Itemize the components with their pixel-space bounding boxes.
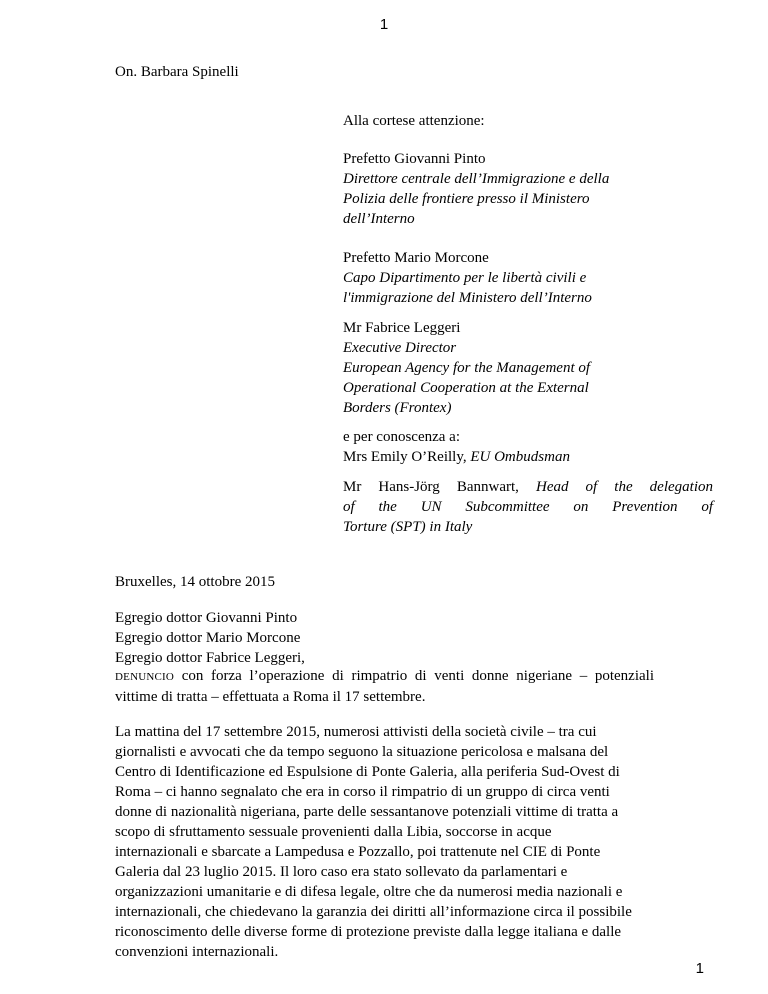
body-line: La mattina del 17 settembre 2015, numerosi attivisti della società civile – tra cui <box>115 724 597 740</box>
recipient-role-line: Executive Director <box>343 340 457 356</box>
cc-block <box>343 427 713 467</box>
attention-label: Alla cortese attenzione: <box>343 113 485 129</box>
page-number-top: 1 <box>379 16 389 33</box>
page-number-bottom: 1 <box>695 960 704 977</box>
denuncio-rest: con forza l’operazione di rimpatrio di venti donne nigeriane – potenziali <box>174 668 654 684</box>
denuncio-line: vittime di tratta – effettuata a Roma il 17 settembre. <box>115 689 426 705</box>
place-date: Bruxelles, 14 ottobre 2015 <box>115 574 275 590</box>
cc-name: Mrs Emily O’Reilly, <box>343 449 471 465</box>
body-line: Galeria dal 23 luglio 2015. Il loro caso era stato sollevato da parlamentari e <box>115 864 568 880</box>
recipient-block <box>343 248 713 308</box>
recipient-role-line: Direttore centrale dell’Immigrazione e della <box>343 171 610 187</box>
cc-role: EU Ombudsman <box>470 449 570 465</box>
cc-role: Head of the delegation <box>535 479 713 495</box>
body-paragraph <box>115 722 675 962</box>
denuncio-word: DENUNCIO <box>115 671 175 683</box>
body-line: riconoscimento delle diverse forme di protezione previste dalla legge italiana e dalle <box>115 924 622 940</box>
salutation-line: Egregio dottor Mario Morcone <box>115 630 301 646</box>
recipient-name: Prefetto Giovanni Pinto <box>343 151 486 167</box>
recipient-name: Prefetto Mario Morcone <box>343 250 489 266</box>
recipient-block <box>343 149 713 229</box>
salutation-line: Egregio dottor Giovanni Pinto <box>115 610 298 626</box>
recipient-name: Mr Fabrice Leggeri <box>343 320 461 336</box>
cc-role-line: of the UN Subcommittee on Prevention of <box>343 499 713 515</box>
salutation-line: Egregio dottor Fabrice Leggeri, <box>115 650 305 666</box>
denuncio-paragraph <box>115 666 654 707</box>
body-line: organizzazioni umanitarie e di difesa legale, oltre che da numerosi media nazionali e <box>115 884 623 900</box>
recipient-role-line: Borders (Frontex) <box>343 400 452 416</box>
body-line: giornalisti e avvocati che da tempo seguono la situazione pericolosa e malsana del <box>115 744 609 760</box>
cc-recipient <box>343 477 713 497</box>
recipient-role-line: l'immigrazione del Ministero dell’Interno <box>343 290 592 306</box>
body-line: donne di nazionalità nigeriana, parte delle sessantanove potenziali vittime di tratta a <box>115 804 619 820</box>
sender-name: On. Barbara Spinelli <box>115 64 239 80</box>
body-line: convenzioni internazionali. <box>115 944 279 960</box>
recipient-role-line: dell’Interno <box>343 211 415 227</box>
recipient-role-line: Operational Cooperation at the External <box>343 380 589 396</box>
body-line: internazionali, che chiedevano la garanzia dei diritti all’informazione circa il possibile <box>115 904 632 920</box>
cc-name: Mr Hans-Jörg Bannwart, <box>343 479 536 495</box>
denuncio-line <box>115 666 654 687</box>
cc-label: e per conoscenza a: <box>343 429 461 445</box>
recipient-role-line: Polizia delle frontiere presso il Ministero <box>343 191 590 207</box>
recipient-role-line: European Agency for the Management of <box>343 360 591 376</box>
recipient-role-line: Capo Dipartimento per le libertà civili e <box>343 270 587 286</box>
cc-role-line: Torture (SPT) in Italy <box>343 519 473 535</box>
cc-recipient <box>343 447 713 467</box>
recipient-block <box>343 318 713 418</box>
body-line: internazionali e sbarcate a Lampedusa e Pozzallo, poi trattenute nel CIE di Ponte <box>115 844 601 860</box>
cc-block <box>343 477 713 537</box>
body-line: scopo di sfruttamento sessuale provenienti dalla Libia, soccorse in acque <box>115 824 552 840</box>
body-line: Centro di Identificazione ed Espulsione di Ponte Galeria, alla periferia Sud-Ovest di <box>115 764 620 780</box>
body-line: Roma – ci hanno segnalato che era in corso il rimpatrio di un gruppo di circa venti <box>115 784 610 800</box>
salutations <box>115 608 305 668</box>
